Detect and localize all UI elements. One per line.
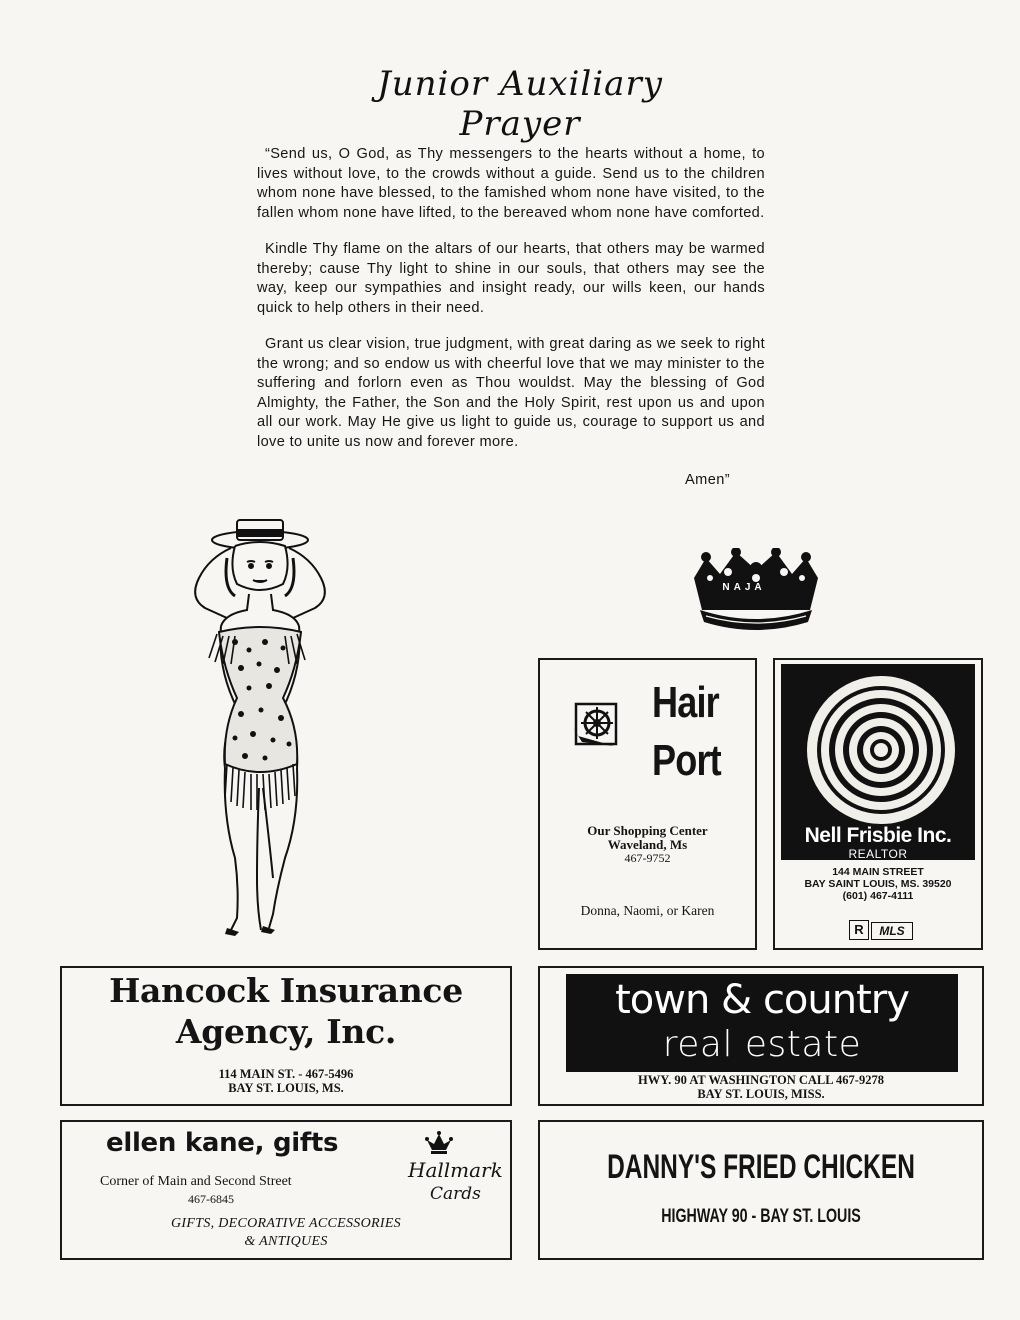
ad-dannys-fried-chicken [538, 1120, 984, 1260]
hancock-street: 114 MAIN ST. - 467-5496 [218, 1067, 354, 1081]
hair-port-city: Waveland, Ms [607, 837, 688, 852]
ad-ellen-kane [60, 1120, 512, 1260]
hair-port-location: Our Shopping Center [587, 823, 708, 838]
hancock-name-line2: Agency, Inc. [175, 1012, 397, 1051]
nell-frisbie-panel [781, 664, 975, 860]
town-country-panel [566, 974, 958, 1072]
target-rings-icon [801, 670, 961, 830]
page-title: Junior Auxiliary Prayer [377, 64, 663, 144]
town-country-line1: town & country [615, 977, 909, 1023]
town-country-line2: real estate [662, 1024, 862, 1065]
ellen-kane-name: ellen kane, gifts [106, 1128, 339, 1158]
town-country-city: BAY ST. LOUIS, MISS. [697, 1087, 825, 1101]
nell-frisbie-city: BAY SAINT LOUIS, MS. 39520 [804, 878, 952, 890]
hair-port-staff: Donna, Naomi, or Karen [580, 903, 715, 918]
hancock-city: BAY ST. LOUIS, MS. [228, 1081, 344, 1095]
hancock-name-line1: Hancock Insurance [109, 971, 463, 1010]
ellen-kane-tagline-2: & ANTIQUES [244, 1234, 328, 1249]
nell-frisbie-subtitle: REALTOR [848, 847, 908, 861]
nell-frisbie-street: 144 MAIN STREET [832, 866, 924, 878]
ad-nell-frisbie [773, 658, 983, 950]
hallmark-word: Hallmark [408, 1158, 503, 1182]
nell-frisbie-phone: (601) 467-4111 [842, 890, 914, 902]
dancer-illustration [165, 518, 355, 938]
hair-port-word-port: Port [652, 736, 721, 785]
nell-frisbie-name: Nell Frisbie Inc. [804, 824, 952, 847]
ellen-kane-phone: 467-6845 [188, 1192, 234, 1206]
prayer-paragraph-1: “Send us, O God, as Thy messengers to the hearts without a home, to lives without love, to the crowds without a guide. Send us to the children whom none have blessed, to the famished whom none have visited, to the fallen whom none have lifted, to the bereaved whom none have comforted. [257, 146, 765, 221]
dannys-address: HIGHWAY 90 - BAY ST. LOUIS [661, 1206, 861, 1227]
ad-hancock-insurance [60, 966, 512, 1106]
ad-town-country [538, 966, 984, 1106]
hair-port-word-hair: Hair [652, 678, 719, 727]
ship-wheel-icon [570, 696, 624, 748]
prayer-paragraph-2: Kindle Thy flame on the altars of our hearts, that others may be warmed thereby; cause Thy light to shine in our souls, that others may see the way, keep our sympathies and insight ready, our wills keen, our hands quick to help others in their need. [257, 241, 765, 316]
prayer-closing: Amen” [685, 472, 730, 488]
ellen-kane-tagline-1: GIFTS, DECORATIVE ACCESSORIES [171, 1216, 401, 1231]
crown-label: NAJA [722, 582, 766, 593]
prayer-text [257, 145, 765, 469]
hallmark-crown-icon [424, 1128, 454, 1156]
hancock-name [62, 970, 510, 1052]
hair-port-phone: 467-9752 [624, 851, 671, 865]
ellen-kane-address: Corner of Main and Second Street [100, 1174, 292, 1189]
town-country-address: HWY. 90 AT WASHINGTON CALL 467-9278 [638, 1073, 884, 1087]
ad-hair-port [538, 658, 757, 950]
hallmark-cards-word: Cards [430, 1184, 481, 1204]
realtor-r-badge: R [849, 920, 869, 940]
mls-badge: MLS [871, 922, 913, 940]
prayer-paragraph-3: Grant us clear vision, true judgment, with great daring as we seek to right the wrong; and so endow us with cheerful love that we may minister to the suffering and forlorn even as Thou wouldst. May the blessing of God Almighty, the Father, the Son and the Holy Spirit, rest upon us and upon all our work. May He give us light to guide us, courage to support us and love to unite us now and forever more. [257, 336, 765, 450]
dannys-name: DANNY'S FRIED CHICKEN [607, 1148, 915, 1186]
